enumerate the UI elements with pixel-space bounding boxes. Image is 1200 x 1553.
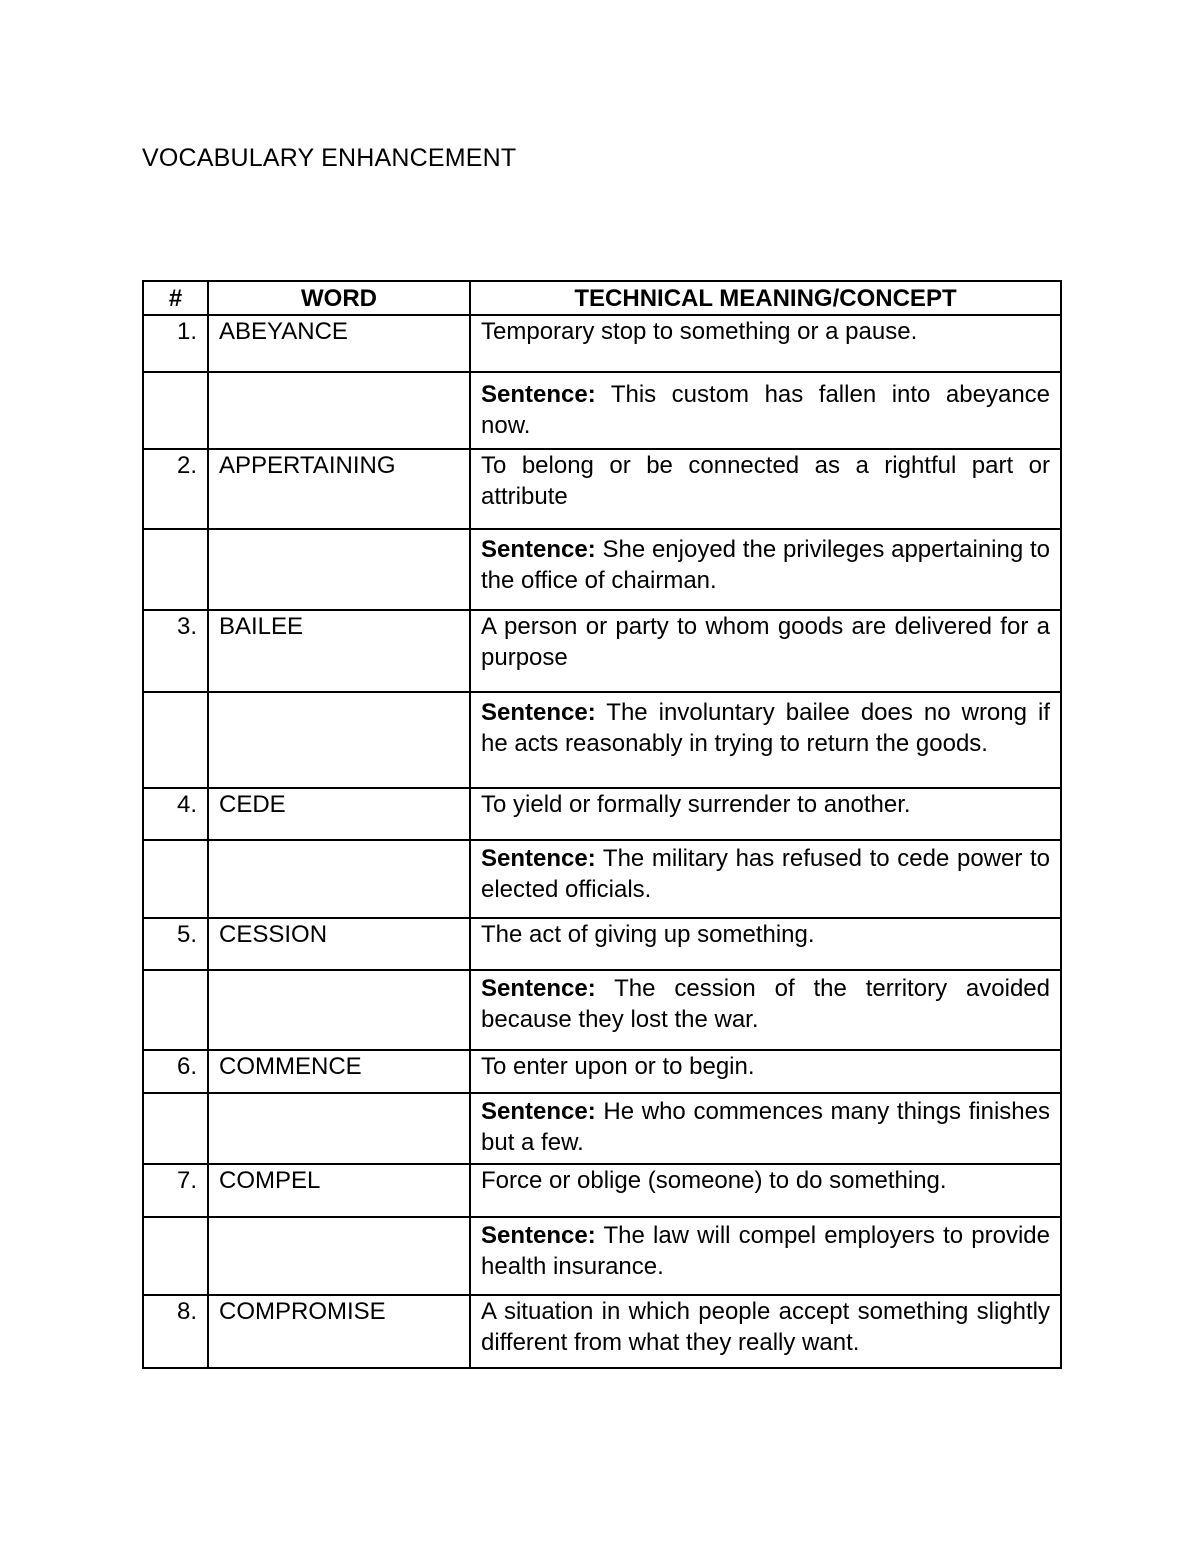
entry-number: 3.	[143, 610, 208, 692]
entry-meaning: A situation in which people accept something slightly different from what they really want.	[470, 1295, 1061, 1368]
entry-number: 4.	[143, 788, 208, 840]
entry-word: APPERTAINING	[208, 449, 470, 529]
entry-word: ABEYANCE	[208, 315, 470, 372]
empty-cell	[143, 1093, 208, 1164]
entry-sentence	[470, 1217, 1061, 1295]
empty-cell	[208, 970, 470, 1050]
sentence-text: The cession of the territory avoided because they lost the war.	[481, 975, 1051, 1033]
table-row	[143, 1217, 1061, 1295]
sentence-text: This custom has fallen into abeyance now.	[481, 381, 1051, 439]
page-title: VOCABULARY ENHANCEMENT	[142, 144, 517, 172]
sentence-text: The military has refused to cede power to elected officials.	[481, 845, 1050, 903]
sentence-text: She enjoyed the privileges appertaining to the office of chairman.	[481, 536, 1050, 594]
entry-number: 1.	[143, 315, 208, 372]
table-row	[143, 918, 1061, 970]
table-row	[143, 692, 1061, 788]
entry-meaning: To enter upon or to begin.	[470, 1050, 1061, 1093]
entry-meaning: Force or oblige (someone) to do something.	[470, 1164, 1061, 1217]
table-row	[143, 449, 1061, 529]
table-row	[143, 840, 1061, 918]
sentence-text: He who commences many things finishes but a few.	[481, 1098, 1050, 1156]
sentence-label: Sentence:	[481, 381, 596, 408]
empty-cell	[143, 1217, 208, 1295]
entry-sentence	[470, 372, 1061, 449]
empty-cell	[143, 692, 208, 788]
table-row	[143, 1050, 1061, 1093]
entry-sentence	[470, 840, 1061, 918]
sentence-text: The law will compel employers to provide health insurance.	[481, 1222, 1051, 1280]
table-row	[143, 315, 1061, 372]
table-row	[143, 529, 1061, 610]
header-meaning: TECHNICAL MEANING/CONCEPT	[470, 281, 1061, 315]
empty-cell	[208, 692, 470, 788]
header-number: #	[143, 281, 208, 315]
entry-number: 5.	[143, 918, 208, 970]
sentence-label: Sentence:	[481, 1098, 596, 1125]
vocabulary-table	[142, 280, 1062, 1369]
entry-word: CEDE	[208, 788, 470, 840]
empty-cell	[143, 529, 208, 610]
table-row	[143, 610, 1061, 692]
empty-cell	[208, 1093, 470, 1164]
sentence-label: Sentence:	[481, 975, 596, 1002]
empty-cell	[143, 840, 208, 918]
empty-cell	[208, 372, 470, 449]
entry-word: COMPROMISE	[208, 1295, 470, 1368]
entry-number: 8.	[143, 1295, 208, 1368]
entry-meaning: A person or party to whom goods are delivered for a purpose	[470, 610, 1061, 692]
table-row	[143, 1164, 1061, 1217]
entry-word: CESSION	[208, 918, 470, 970]
entry-number: 2.	[143, 449, 208, 529]
empty-cell	[143, 372, 208, 449]
table-row	[143, 1295, 1061, 1368]
entry-meaning: To yield or formally surrender to another.	[470, 788, 1061, 840]
entry-word: BAILEE	[208, 610, 470, 692]
entry-meaning: The act of giving up something.	[470, 918, 1061, 970]
sentence-text: The involuntary bailee does no wrong if he acts reasonably in trying to return the goods.	[481, 699, 1050, 757]
entry-sentence	[470, 692, 1061, 788]
empty-cell	[208, 529, 470, 610]
table-row	[143, 1093, 1061, 1164]
table-row	[143, 788, 1061, 840]
entry-word: COMPEL	[208, 1164, 470, 1217]
entry-word: COMMENCE	[208, 1050, 470, 1093]
sentence-label: Sentence:	[481, 536, 596, 563]
sentence-label: Sentence:	[481, 699, 596, 726]
entry-number: 6.	[143, 1050, 208, 1093]
entry-sentence	[470, 970, 1061, 1050]
entry-sentence	[470, 1093, 1061, 1164]
entry-sentence	[470, 529, 1061, 610]
empty-cell	[208, 840, 470, 918]
table-header-row	[143, 281, 1061, 315]
entry-meaning: To belong or be connected as a rightful part or attribute	[470, 449, 1061, 529]
header-word: WORD	[208, 281, 470, 315]
table-row	[143, 970, 1061, 1050]
empty-cell	[143, 970, 208, 1050]
entry-number: 7.	[143, 1164, 208, 1217]
sentence-label: Sentence:	[481, 845, 596, 872]
entry-meaning: Temporary stop to something or a pause.	[470, 315, 1061, 372]
table-row	[143, 372, 1061, 449]
empty-cell	[208, 1217, 470, 1295]
sentence-label: Sentence:	[481, 1222, 596, 1249]
